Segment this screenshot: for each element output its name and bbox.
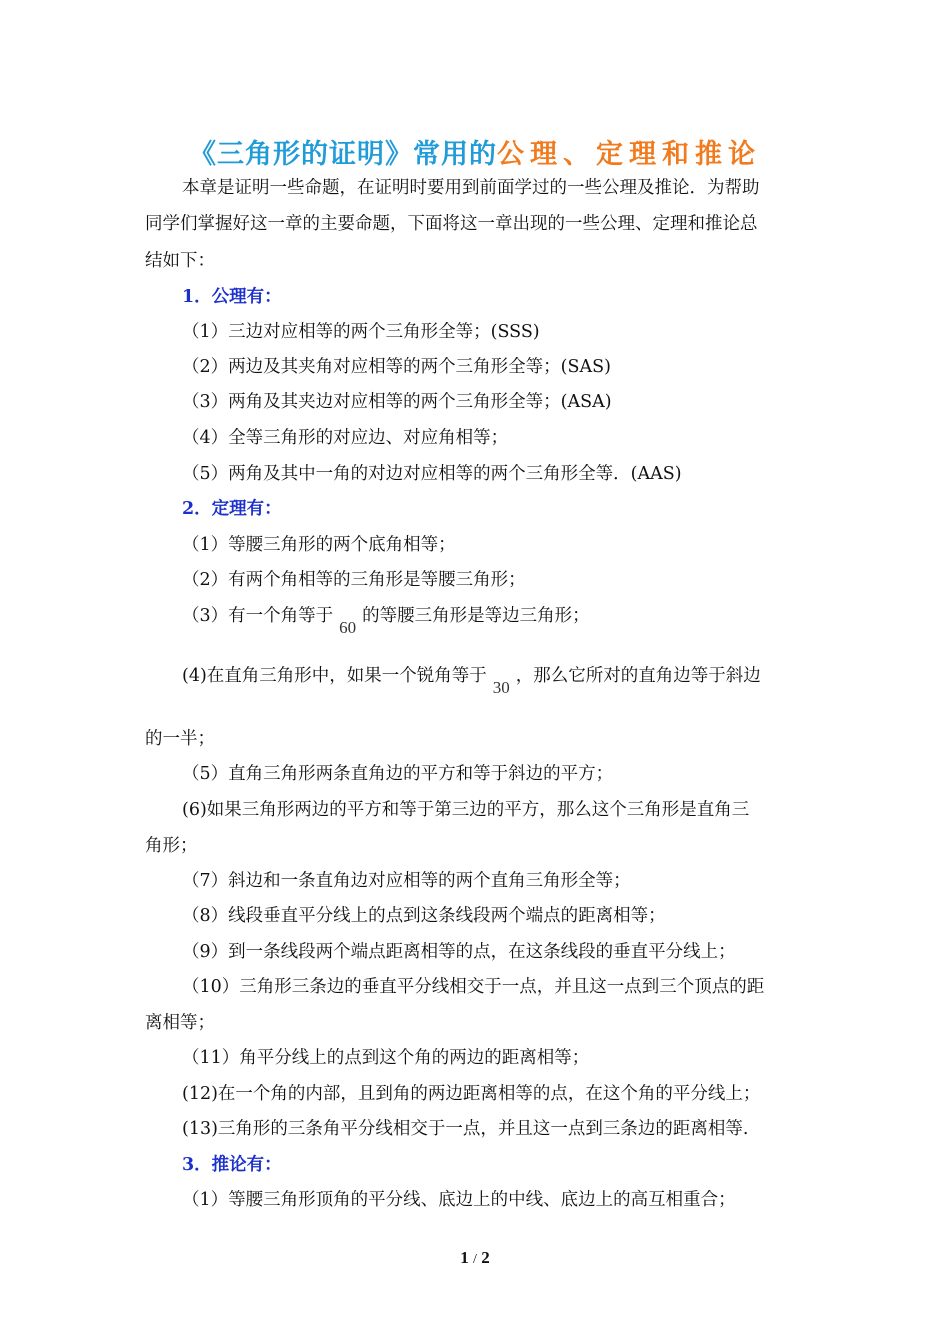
theorem-item: （10）三角形三条边的垂直平分线相交于一点，并且这一点到三个顶点的距 [182, 977, 765, 997]
axiom-item: （2）两边及其夹角对应相等的两个三角形全等；(SAS) [182, 357, 611, 377]
theorems-heading: 2．定理有： [182, 499, 282, 519]
axioms-heading: 1．公理有： [182, 287, 282, 307]
intro-line-2: 同学们掌握好这一章的主要命题，下面将这一章出现的一些公理、定理和推论总 [145, 214, 758, 234]
theorem-item: （2）有两个角相等的三角形是等腰三角形； [182, 570, 526, 590]
title-part-common: 常用的 [413, 139, 497, 170]
axiom-item: （1）三边对应相等的两个三角形全等；(SSS) [182, 322, 540, 342]
intro-line-3: 结如下： [145, 251, 215, 271]
theorem-item: (12)在一个角的内部，且到角的两边距离相等的点，在这个角的平分线上； [182, 1084, 761, 1104]
theorem-3-prefix: （3）有一个角等于 [182, 606, 334, 626]
angle-60-value: 60 [339, 618, 357, 637]
axiom-item: （5）两角及其中一角的对边对应相等的两个三角形全等．(AAS) [182, 464, 682, 484]
page-total: 2 [481, 1248, 490, 1267]
theorem-item: （5）直角三角形两条直角边的平方和等于斜边的平方； [182, 764, 614, 784]
page-number [0, 1248, 950, 1268]
corollary-item: （1）等腰三角形顶角的平分线、底边上的中线、底边上的高互相重合； [182, 1190, 736, 1210]
theorem-6-continuation: 角形； [145, 836, 198, 856]
theorem-4-suffix: ，那么它所对的直角边等于斜边 [515, 666, 761, 686]
theorem-10-continuation: 离相等； [145, 1013, 215, 1033]
theorem-item: (6)如果三角形两边的平方和等于第三边的平方，那么这个三角形是直角三 [182, 800, 750, 820]
theorem-item: （7）斜边和一条直角边对应相等的两个直角三角形全等； [182, 871, 631, 891]
page-current: 1 [460, 1248, 469, 1267]
corollaries-heading: 3．推论有： [182, 1155, 282, 1175]
title-part-topic: 公理、定理和推论 [497, 139, 761, 170]
theorem-item: (13)三角形的三条角平分线相交于一点，并且这一点到三条边的距离相等. [182, 1119, 749, 1139]
theorem-item: （9）到一条线段两个端点距离相等的点，在这条线段的垂直平分线上； [182, 942, 736, 962]
title-part-book: 《三角形的证明》 [189, 139, 413, 170]
theorem-item-4 [182, 664, 761, 697]
page-title [0, 132, 950, 171]
theorem-3-suffix: 的等腰三角形是等边三角形； [362, 606, 590, 626]
axiom-item: （3）两角及其夹边对应相等的两个三角形全等；(ASA) [182, 392, 612, 412]
theorem-4-prefix: (4)在直角三角形中，如果一个锐角等于 [182, 666, 487, 686]
axiom-item: （4）全等三角形的对应边、对应角相等； [182, 428, 509, 448]
theorem-item: （1）等腰三角形的两个底角相等； [182, 535, 456, 555]
theorem-item-3 [182, 604, 590, 637]
theorem-4-continuation: 的一半； [145, 729, 215, 749]
page-separator: / [473, 1252, 477, 1267]
angle-30-value: 30 [492, 678, 510, 697]
theorem-item: （8）线段垂直平分线上的点到这条线段两个端点的距离相等； [182, 906, 666, 926]
intro-line-1: 本章是证明一些命题，在证明时要用到前面学过的一些公理及推论．为帮助 [182, 178, 760, 198]
theorem-item: （11）角平分线上的点到这个角的两边的距离相等； [182, 1048, 590, 1068]
